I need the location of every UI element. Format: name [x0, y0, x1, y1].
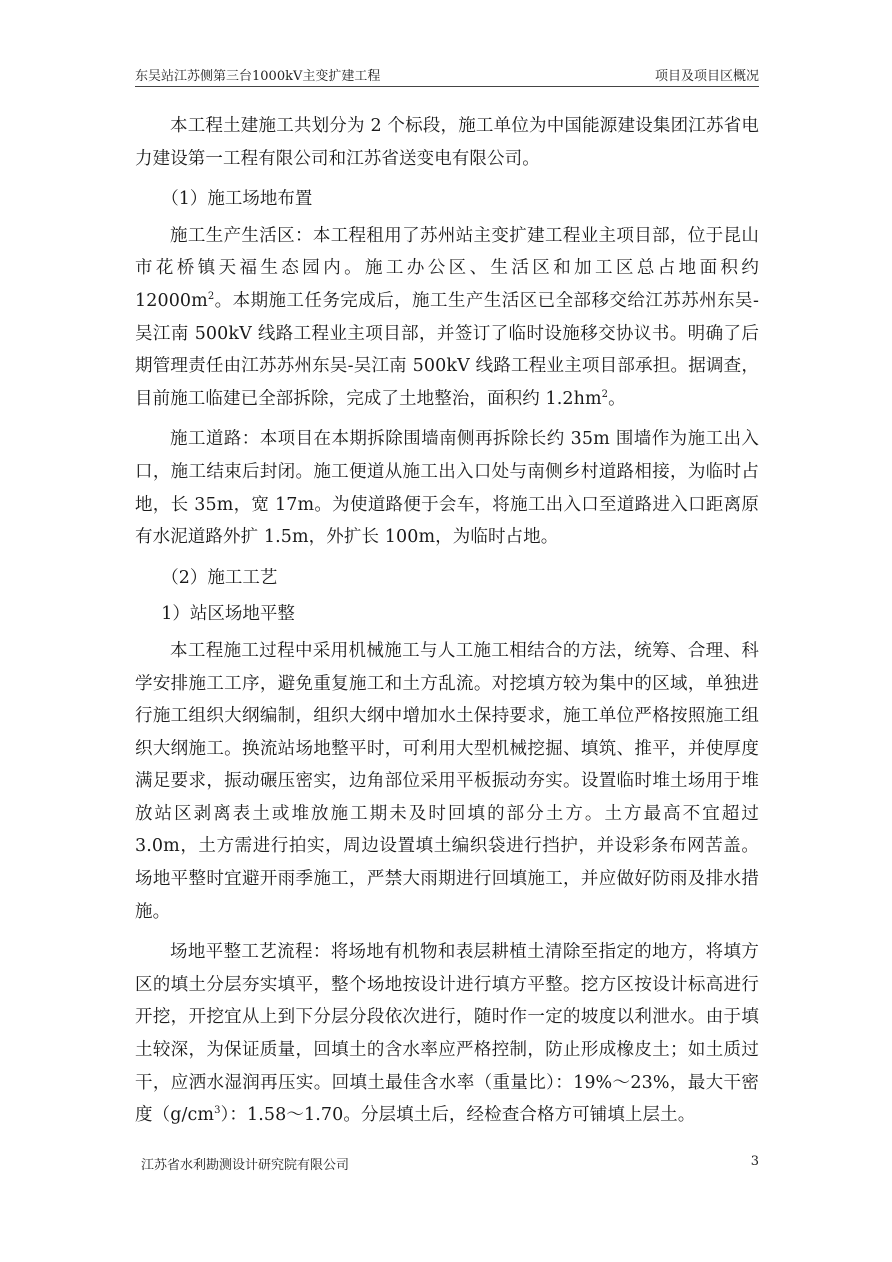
superscript-volume-unit: 3 — [214, 1105, 221, 1117]
paragraph-living-area-part3: 。 — [608, 388, 626, 409]
superscript-hm-unit: 2 — [601, 388, 609, 400]
page-header — [135, 60, 759, 87]
header-project-title: 东吴站江苏侧第三台1000kV主变扩建工程 — [135, 69, 381, 84]
paragraph-leveling-flow-part1: 场地平整工艺流程：将场地有机物和表层耕植土清除至指定的地方，将填方区的填土分层夯实填平，整个场地按设计进行填方平整。挖方区按设计标高进行开挖，开挖宜从上到下分层分段依次进行，随时作一定的坡度以利泄水。由于填土较深，为保证质量，回填土的含水率应严格控制，防止形成橡皮土；如土质过干，应洒水湿润再压实。回填土最佳含水率（重量比）：19%～23%，最大干密度（g/cm — [135, 942, 759, 1126]
heading-site-leveling: 1）站区场地平整 — [161, 604, 295, 625]
footer-organization: 江苏省水利勘测设计研究院有限公司 — [141, 1158, 350, 1173]
page-footer — [141, 1154, 759, 1173]
paragraph-living-area-part1: 施工生产生活区：本工程租用了苏州站主变扩建工程业主项目部，位于昆山市花桥镇天福生态园内。施工办公区、生活区和加工区总占地面积约 12000m — [135, 225, 759, 311]
paragraph-living-area-part2: 。本期施工任务完成后，施工生产生活区已全部移交给江苏苏州东吴-吴江南 500kV 线路工程业主项目部，并签订了临时设施移交协议书。明确了后期管理责任由江苏苏州东吴-吴江南 500kV 线路工程业主项目部承担。据调查，目前施工临建已全部拆除，完成了土地整治，面积约 1.2hm — [135, 290, 759, 409]
heading-construction-process: （2）施工工艺 — [161, 567, 278, 588]
header-section-title: 项目及项目区概况 — [654, 69, 759, 84]
paragraph-construction-road: 施工道路：本项目在本期拆除围墙南侧再拆除长约 35m 围墙作为施工出入口，施工结束后封闭。施工便道从施工出入口处与南侧乡村道路相接，为临时占地，长 35m，宽 17m。为使道路便于会车，将施工出入口至道路进入口距离原有水泥道路外扩 1.5m，外扩长 100m，为临时占地。 — [135, 429, 759, 548]
paragraph-leveling-flow — [135, 936, 759, 1132]
page-number: 3 — [750, 1154, 759, 1169]
paragraph-sections: 本工程土建施工共划分为 2 个标段，施工单位为中国能源建设集团江苏省电力建设第一工程有限公司和江苏省送变电有限公司。 — [135, 116, 759, 169]
document-body — [135, 110, 759, 1140]
paragraph-leveling-flow-part2: ）：1.58～1.70。分层填土后，经检查合格方可铺填上层土。 — [220, 1105, 696, 1126]
paragraph-living-area — [135, 220, 759, 416]
heading-site-layout: （1）施工场地布置 — [161, 189, 313, 210]
superscript-area-unit: 2 — [207, 291, 215, 303]
paragraph-leveling-method: 本工程施工过程中采用机械施工与人工施工相结合的方法，统筹、合理、科学安排施工工序，避免重复施工和土方乱流。对挖填方较为集中的区域，单独进行施工组织大纲编制，组织大纲中增加水土保持要求，施工单位严格按照施工组织大纲施工。换流站场地整平时，可利用大型机械挖掘、填筑、推平，并使厚度满足要求，振动碾压密实，边角部位采用平板振动夯实。设置临时堆土场用于堆放站区剥离表土或堆放施工期未及时回填的部分土方。土方最高不宜超过 3.0m，土方需进行拍实，周边设置填土编织袋进行挡护，并设彩条布网苦盖。场地平整时宜避开雨季施工，严禁大雨期进行回填施工，并应做好防雨及排水措施。 — [135, 640, 759, 922]
